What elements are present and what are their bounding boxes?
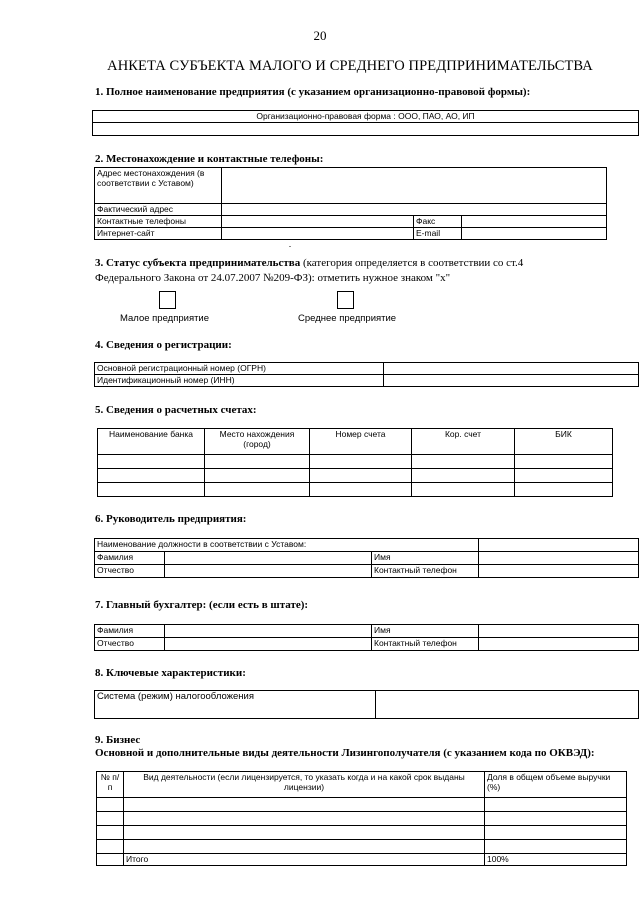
section-8-heading: 8. Ключевые характеристики: xyxy=(95,667,246,679)
director-patronymic-label: Отчество xyxy=(95,565,165,578)
business-total-value: 100% xyxy=(485,854,627,866)
table-row xyxy=(97,812,627,826)
bank-cell[interactable] xyxy=(205,483,310,497)
bank-cell[interactable] xyxy=(515,469,613,483)
bank-cell[interactable] xyxy=(98,483,205,497)
business-cell[interactable] xyxy=(97,798,124,812)
location-table xyxy=(94,167,607,240)
business-total-label: Итого xyxy=(124,854,485,866)
business-cell[interactable] xyxy=(485,840,627,854)
accountant-name-label: Имя xyxy=(372,625,479,638)
bank-col-bik: БИК xyxy=(515,429,613,455)
business-cell[interactable] xyxy=(124,798,485,812)
bank-cell[interactable] xyxy=(205,455,310,469)
director-name-field[interactable] xyxy=(479,552,639,565)
section-3-heading: 3. Статус субъекта предпринимательства xyxy=(95,257,301,269)
section-6-heading: 6. Руководитель предприятия: xyxy=(95,513,247,525)
business-col-share: Доля в общем объеме выручки (%) xyxy=(485,772,627,798)
business-col-activity: Вид деятельности (если лицензируется, то указать когда и на какой срок выданы лицензии) xyxy=(124,772,485,798)
business-cell[interactable] xyxy=(97,812,124,826)
tax-system-field[interactable] xyxy=(376,691,639,719)
business-cell[interactable] xyxy=(97,840,124,854)
page-title: АНКЕТА СУБЪЕКТА МАЛОГО И СРЕДНЕГО ПРЕДПРИНИМАТЕЛЬСТВА xyxy=(107,58,593,74)
accountant-surname-field[interactable] xyxy=(165,625,372,638)
bank-cell[interactable] xyxy=(205,469,310,483)
accountant-phone-field[interactable] xyxy=(479,638,639,651)
accountant-table xyxy=(94,624,639,651)
bank-cell[interactable] xyxy=(310,455,412,469)
business-cell[interactable] xyxy=(485,826,627,840)
bank-cell[interactable] xyxy=(98,469,205,483)
section-2-heading: 2. Местонахождение и контактные телефоны: xyxy=(95,153,324,165)
business-cell[interactable] xyxy=(124,840,485,854)
tax-system-label: Система (режим) налогообложения xyxy=(95,691,376,719)
bank-cell[interactable] xyxy=(310,469,412,483)
director-surname-field[interactable] xyxy=(165,552,372,565)
medium-enterprise-checkbox[interactable] xyxy=(337,291,354,309)
section-9-heading: 9. Бизнес xyxy=(95,734,141,746)
small-enterprise-label: Малое предприятие xyxy=(120,313,210,324)
section-9-subheading: Основной и дополнительные виды деятельности Лизингополучателя (с указанием кода по ОКВЭД): xyxy=(95,747,595,759)
business-col-num: № п/п xyxy=(97,772,124,798)
accountant-phone-label: Контактный телефон xyxy=(372,638,479,651)
key-characteristics-table xyxy=(94,690,639,719)
bank-accounts-table xyxy=(97,428,613,497)
bank-cell[interactable] xyxy=(515,483,613,497)
bank-cell[interactable] xyxy=(412,469,515,483)
bank-col-corr: Кор. счет xyxy=(412,429,515,455)
bank-col-city: Место нахождения (город) xyxy=(205,429,310,455)
director-table xyxy=(94,538,639,578)
bank-cell[interactable] xyxy=(310,483,412,497)
bank-col-account: Номер счета xyxy=(310,429,412,455)
business-cell[interactable] xyxy=(485,798,627,812)
section-1-heading: 1. Полное наименование предприятия (с указанием организационно-правовой формы): xyxy=(95,86,531,98)
address-field[interactable] xyxy=(222,168,607,204)
legal-form-label: Организационно-правовая форма : ООО, ПАО, АО, ИП xyxy=(93,111,639,123)
ogrn-field[interactable] xyxy=(384,363,639,375)
fax-field[interactable] xyxy=(462,216,607,228)
scan-dot xyxy=(289,246,291,247)
actual-address-field[interactable] xyxy=(222,204,607,216)
site-label: Интернет-сайт xyxy=(95,228,222,240)
accountant-surname-label: Фамилия xyxy=(95,625,165,638)
bank-col-name: Наименование банка xyxy=(98,429,205,455)
business-cell[interactable] xyxy=(124,826,485,840)
bank-cell[interactable] xyxy=(98,455,205,469)
accountant-patronymic-field[interactable] xyxy=(165,638,372,651)
company-name-field[interactable] xyxy=(93,123,639,136)
director-phone-field[interactable] xyxy=(479,565,639,578)
section-3-text xyxy=(95,256,523,286)
address-label: Адрес местонахождения (в соответствии с Уставом) xyxy=(95,168,222,204)
business-table xyxy=(96,771,627,866)
director-position-label: Наименование должности в соответствии с Уставом: xyxy=(95,539,479,552)
section-3-line2: Федерального Закона от 24.07.2007 №209-ФЗ): отметить нужное знаком "х" xyxy=(95,272,451,284)
inn-label: Идентификационный номер (ИНН) xyxy=(95,375,384,387)
table-row xyxy=(98,469,613,483)
business-cell[interactable] xyxy=(485,812,627,826)
bank-cell[interactable] xyxy=(412,455,515,469)
registration-table xyxy=(94,362,639,387)
section-7-heading: 7. Главный бухгалтер: (если есть в штате): xyxy=(95,599,309,611)
section-3-heading-rest: (категория определяется в соответствии со ст.4 xyxy=(300,257,524,269)
table-row xyxy=(97,826,627,840)
phones-label: Контактные телефоны xyxy=(95,216,222,228)
actual-address-label: Фактический адрес xyxy=(95,204,222,216)
director-position-field[interactable] xyxy=(479,539,639,552)
phones-field[interactable] xyxy=(222,216,414,228)
director-phone-label: Контактный телефон xyxy=(372,565,479,578)
email-field[interactable] xyxy=(462,228,607,240)
accountant-patronymic-label: Отчество xyxy=(95,638,165,651)
section-4-heading: 4. Сведения о регистрации: xyxy=(95,339,232,351)
site-field[interactable] xyxy=(222,228,414,240)
accountant-name-field[interactable] xyxy=(479,625,639,638)
company-name-table xyxy=(92,110,639,136)
business-cell[interactable] xyxy=(124,812,485,826)
page-number: 20 xyxy=(313,28,327,43)
director-surname-label: Фамилия xyxy=(95,552,165,565)
ogrn-label: Основной регистрационный номер (ОГРН) xyxy=(95,363,384,375)
small-enterprise-checkbox[interactable] xyxy=(159,291,176,309)
table-row xyxy=(98,455,613,469)
email-label: E-mail xyxy=(414,228,462,240)
fax-label: Факс xyxy=(414,216,462,228)
business-total-num xyxy=(97,854,124,866)
medium-enterprise-label: Среднее предприятие xyxy=(298,313,397,324)
table-row xyxy=(98,483,613,497)
director-name-label: Имя xyxy=(372,552,479,565)
table-row xyxy=(97,840,627,854)
business-cell[interactable] xyxy=(97,826,124,840)
inn-field[interactable] xyxy=(384,375,639,387)
bank-cell[interactable] xyxy=(515,455,613,469)
director-patronymic-field[interactable] xyxy=(165,565,372,578)
table-row xyxy=(97,798,627,812)
bank-cell[interactable] xyxy=(412,483,515,497)
section-5-heading: 5. Сведения о расчетных счетах: xyxy=(95,404,257,416)
